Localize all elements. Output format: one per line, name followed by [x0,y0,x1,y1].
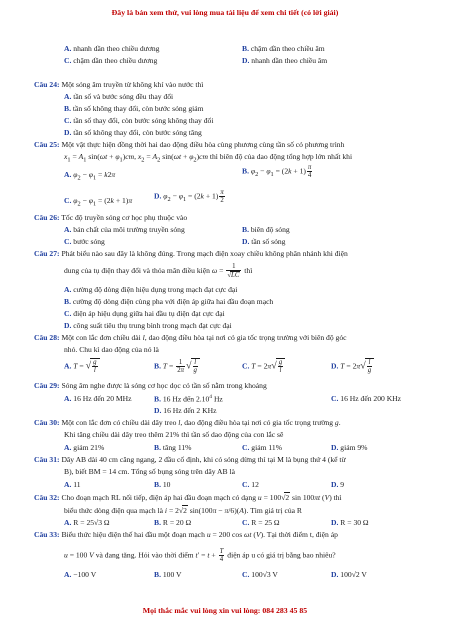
q24-option-b[interactable]: B. tần số không thay đổi, còn bước sóng giảm [64,104,204,113]
q28-option-b[interactable]: B. T = $\frac{1}{2\pi}$ √ $\frac{l}{g}$ [154,358,200,374]
q32-option-a[interactable]: A. R = 25√3 Ω [64,518,110,527]
q32-option-c[interactable]: C. R = 25 Ω [242,518,280,527]
q30-option-c[interactable]: C. giảm 11% [242,443,283,452]
q31-stem-2: B), biết BM = 14 cm. Tổng số bụng sóng trên dây AB là [64,467,235,476]
q25-stem: Câu 25: Một vật thực hiện đồng thời hai dao động điều hòa cùng phương cùng tần số có phương trình [34,140,345,149]
q29-option-c[interactable]: C. 16 Hz đến 200 KHz [331,394,402,403]
q31-option-a[interactable]: A. 11 [64,480,81,489]
q27-condition: dung của tụ điện thay đổi và thỏa mãn điều kiện ω = $\frac{1}{√LC}$ thì [64,263,253,280]
q25-option-c[interactable]: C. $\varphi_2 - \varphi_1 = (2k + 1)\pi$ [64,196,133,208]
q25-equations: $x_1 = A_1$ $\sin(\omega t + \varphi_1)cm$, $x_2 = A_2$ $\sin(\omega t + \varphi_2)cm$ thì biên độ của dao động tổng hợp lớn nhất khi [64,152,353,164]
q25-option-a[interactable]: A. $\varphi_2 - \varphi_1 = k2\pi$ [64,170,116,182]
q25-option-b[interactable]: B. $\varphi_2 - \varphi_1 = (2k + 1)$ $\frac{\pi}{4}$ [242,164,312,180]
q29-option-a[interactable]: A. 16 Hz đến 20 MHz [64,394,132,403]
q28-option-a[interactable]: A. T = √ $\frac{g}{l}$ [64,358,100,374]
q31-stem: Câu 31: Dây AB dài 40 cm căng ngang, 2 đầu cố định, khi có sóng dừng thì tại M là bụng thứ 4 (kể từ [34,455,346,464]
q27-option-a[interactable]: A. cường độ dòng điện hiệu dụng trong mạch đạt cực đại [64,285,238,294]
q29-option-d[interactable]: D. 16 Hz đến 2 KHz [154,406,217,415]
q29-option-b[interactable]: B. 16 Hz đến 2.10$^4$ Hz [154,394,223,404]
q32-option-d[interactable]: D. R = 30 Ω [331,518,369,527]
q30-stem: Câu 30: Một con lắc đơn có chiều dài dây treo l, dao động điều hòa tại nơi có gia tốc trọng trường g. [34,418,341,427]
q31-option-d[interactable]: D. 9 [331,480,345,489]
q33-option-d[interactable]: D. 100√2 V [331,570,367,579]
q28-option-d[interactable]: D. T = 2π√ $\frac{l}{g}$ [331,358,374,374]
q24-stem: Câu 24: Một sóng âm truyền từ không khí vào nước thì [34,80,204,89]
q26-option-a[interactable]: A. bản chất của môi trường truyền sóng [64,225,185,234]
q33-option-b[interactable]: B. 100 V [154,570,182,579]
q33-stem-2: u = 100 V và đang tăng. Hỏi vào thời điểm t′ = t + $\frac{T}{4}$ điện áp u có giá trị bằng bao nhiêu? [64,548,336,564]
q30-option-b[interactable]: B. tăng 11% [154,443,192,452]
q33-stem: Câu 33: Biểu thức hiệu điện thế hai đầu một đoạn mạch u = 200 cos ωt (V). Tại thời điểm t, điện áp [34,530,338,539]
q27-option-d[interactable]: D. công suất tiêu thụ trung bình trong mạch đạt cực đại [64,321,232,330]
q28-option-c[interactable]: C. T = 2π√ $\frac{g}{l}$ [242,358,285,374]
q32-option-b[interactable]: B. R = 20 Ω [154,518,192,527]
q26-option-b[interactable]: B. biên độ sóng [242,225,290,234]
q27-stem: Câu 27: Phát biểu nào sau đây là không đúng. Trong mạch điện xoay chiều không phân nhánh khi điện [34,249,348,258]
q32-stem-2: biểu thức dòng điện qua mạch là i = 2√2 sin(100π − π/6)(A). Tìm giá trị của R [64,506,302,515]
q23-option-c[interactable]: C. chậm dần theo chiều dương [64,56,158,65]
q26-stem: Câu 26: Tốc độ truyền sóng cơ học phụ thuộc vào [34,213,188,222]
q24-option-c[interactable]: C. tần số thay đổi, còn bước sóng không thay đổi [64,116,214,125]
q30-stem-2: Khi tăng chiều dài dây treo thêm 21% thì tần số dao động của con lắc sẽ [64,430,284,439]
q27-option-b[interactable]: B. cường độ dòng điện cùng pha với điện áp giữa hai đầu đoạn mạch [64,297,274,306]
q25-option-d[interactable]: D. $\varphi_2 - \varphi_1 = (2k + 1)$ $\frac{\pi}{2}$ [154,189,224,205]
q29-stem: Câu 29: Sóng âm nghe được là sóng cơ học dọc có tần số nằm trong khoảng [34,381,267,390]
q31-option-b[interactable]: B. 10 [154,480,171,489]
q30-option-a[interactable]: A. giảm 21% [64,443,105,452]
q23-option-b[interactable]: B. chậm dần theo chiều âm [242,44,325,53]
q23-option-d[interactable]: D. nhanh dần theo chiều âm [242,56,328,65]
q31-option-c[interactable]: C. 12 [242,480,259,489]
q28-stem-2: nhỏ. Chu kì dao động của nó là [64,345,159,354]
contact-footer: Mọi thắc mắc vui lòng xin vui lòng: 084 283 45 85 [142,606,308,615]
q24-option-d[interactable]: D. tần số không thay đổi, còn bước sóng tăng [64,128,202,137]
q27-option-c[interactable]: C. điện áp hiệu dụng giữa hai đầu tụ điện đạt cực đại [64,309,225,318]
q26-option-d[interactable]: D. tần số sóng [242,237,286,246]
q32-stem: Câu 32: Cho đoạn mạch RL nối tiếp, điện áp hai đầu đoạn mạch có dạng u = 100√2 sin 100πt (V) thì [34,493,342,502]
q33-option-a[interactable]: A. −100 V [64,570,97,579]
q23-option-a[interactable]: A. nhanh dần theo chiều dương [64,44,160,53]
q30-option-d[interactable]: D. giảm 9% [331,443,368,452]
q33-option-c[interactable]: C. 100√3 V [242,570,278,579]
q26-option-c[interactable]: C. bước sóng [64,237,105,246]
preview-banner: Đây là bản xem thử, vui lòng mua tài liệu để xem chi tiết (có lời giải) [111,8,339,17]
q28-stem: Câu 28: Một con lắc đơn chiều dài l, dao động điều hòa tại nơi có gia tốc trọng trường với biên độ góc [34,333,347,342]
q24-option-a[interactable]: A. tần số và bước sóng đều thay đổi [64,92,174,101]
